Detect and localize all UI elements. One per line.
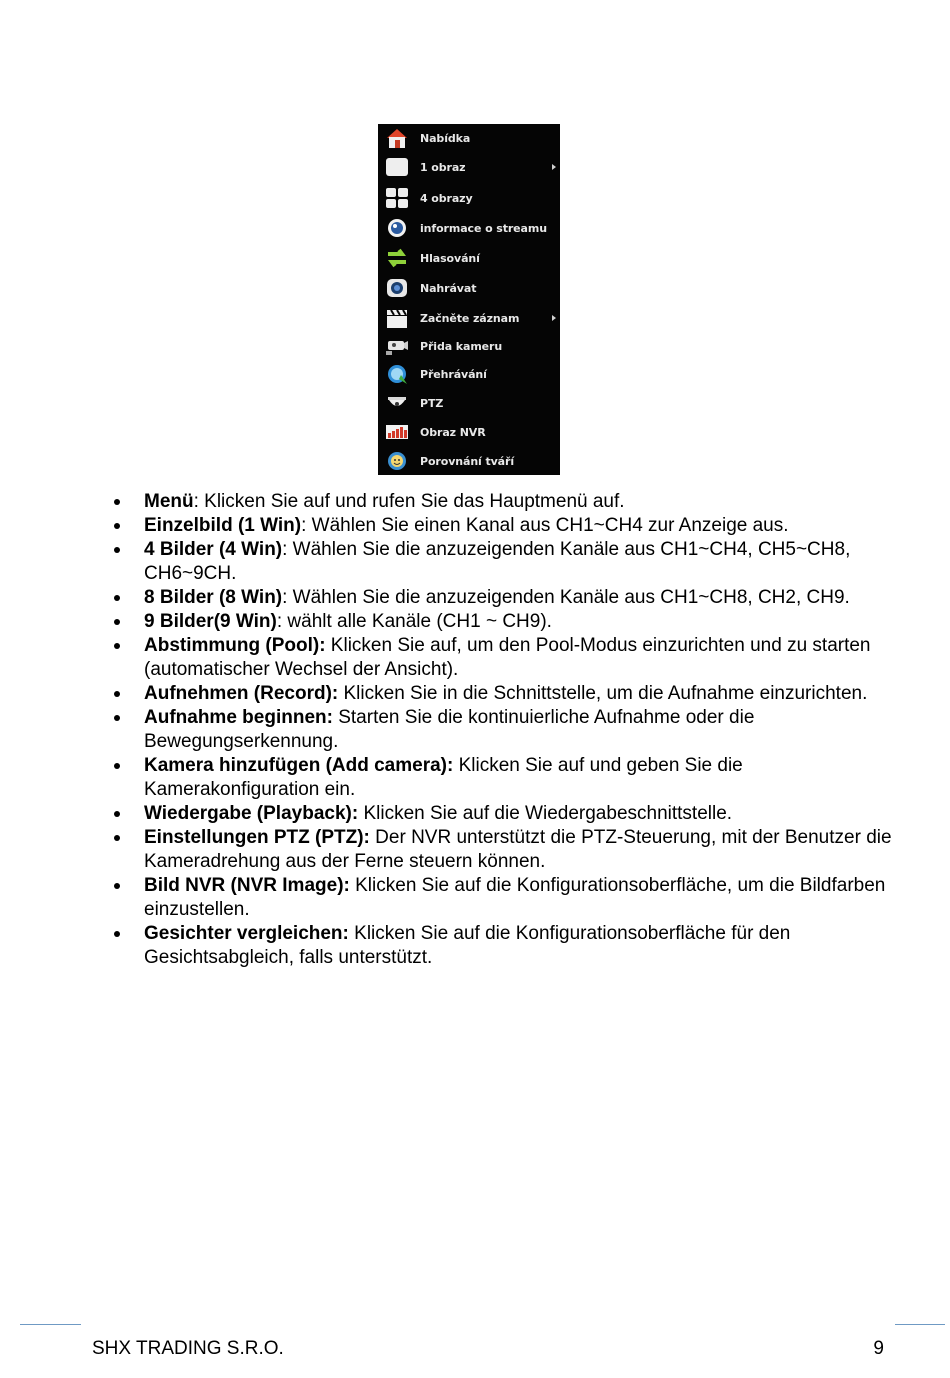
playback-icon [384, 363, 409, 385]
menu-label: Přida kameru [420, 339, 503, 353]
bullet-term: 8 Bilder (8 Win) [144, 587, 283, 608]
menu-label: Nabídka [420, 131, 471, 145]
menu-item-ptz[interactable] [378, 389, 560, 417]
record-icon [384, 277, 409, 299]
menu-item-nahravat[interactable] [378, 274, 560, 302]
bullet-text: : Wählen Sie die anzuzeigenden Kanäle aus CH1~CH4, CH5~CH8, CH6~9CH. [144, 539, 851, 584]
submenu-arrow-icon [552, 164, 556, 170]
menu-item-obraz-nvr[interactable] [378, 418, 560, 446]
menu-item-nabidka[interactable] [378, 124, 560, 152]
menu-item-1-obraz[interactable] [378, 153, 560, 181]
bullet-text: : wählt alle Kanäle (CH1 ~ CH9). [276, 611, 552, 632]
bullet-text: Klicken Sie auf und geben Sie die Kamerakonfiguration ein. [144, 755, 743, 800]
list-item [112, 538, 902, 586]
list-item [112, 754, 902, 802]
footer-company: SHX TRADING S.R.O. [92, 1338, 284, 1359]
menu-item-prida-kameru[interactable] [378, 332, 560, 360]
footer-rule-right [895, 1324, 945, 1325]
list-item [112, 586, 902, 610]
list-item [112, 634, 902, 682]
menu-label: Nahrávat [420, 281, 477, 295]
bullet-text: Klicken Sie auf die Konfigurationsoberfläche für den Gesichtsabgleich, falls unterstützt. [144, 923, 791, 968]
bullet-term: Menü [144, 491, 194, 512]
bullet-term: Einstellungen PTZ (PTZ): [144, 827, 370, 848]
menu-item-hlasovani[interactable] [378, 244, 560, 272]
menu-label: PTZ [420, 396, 444, 410]
menu-label: Přehrávání [420, 367, 487, 381]
home-icon [384, 127, 409, 149]
bullet-text: : Klicken Sie auf und rufen Sie das Hauptmenü auf. [193, 491, 625, 512]
bullet-term: 4 Bilder (4 Win) [144, 539, 283, 560]
bullet-text: Klicken Sie auf die Konfigurationsoberfläche, um die Bildfarben einzustellen. [144, 875, 886, 920]
list-item [112, 514, 902, 538]
bullet-term: Wiedergabe (Playback): [144, 803, 359, 824]
list-item [112, 802, 902, 826]
single-window-icon [384, 156, 409, 178]
nvr-menu-screenshot [378, 124, 560, 475]
bullet-term: Aufnehmen (Record): [144, 683, 339, 704]
bullet-text: Klicken Sie auf, um den Pool-Modus einzurichten und zu starten (automatischer Wechsel der Ansicht). [144, 635, 871, 680]
list-item [112, 874, 902, 922]
page-number: 9 [873, 1338, 884, 1359]
bullet-term: Abstimmung (Pool): [144, 635, 326, 656]
bullet-term: 9 Bilder(9 Win) [144, 611, 277, 632]
stream-info-icon [384, 217, 409, 239]
clapperboard-icon [384, 307, 409, 329]
bullet-text: Klicken Sie auf die Wiedergabeschnittstelle. [358, 803, 733, 824]
menu-label: 1 obraz [420, 160, 466, 174]
list-item [112, 706, 902, 754]
bullet-text: Starten Sie die kontinuierliche Aufnahme oder die Bewegungserkennung. [144, 707, 755, 752]
menu-label: Porovnání tváří [420, 454, 515, 468]
submenu-arrow-icon [552, 315, 556, 321]
menu-label: 4 obrazy [420, 191, 473, 205]
footer-rule-left [20, 1324, 81, 1325]
menu-label: Obraz NVR [420, 425, 486, 439]
menu-item-porovnani-tvari[interactable] [378, 447, 560, 475]
cycle-arrows-icon [384, 247, 409, 269]
bullet-term: Aufnahme beginnen: [144, 707, 333, 728]
list-item [112, 610, 902, 634]
menu-label: Hlasování [420, 251, 480, 265]
face-compare-icon [384, 450, 409, 472]
list-item [112, 826, 902, 874]
camera-icon [384, 335, 409, 357]
menu-label: informace o streamu [420, 221, 547, 235]
menu-item-stream-info[interactable] [378, 214, 560, 242]
ptz-dome-icon [384, 392, 409, 414]
nvr-image-icon [384, 421, 409, 443]
menu-item-zacnete-zaznam[interactable] [378, 304, 560, 332]
menu-item-prehravani[interactable] [378, 360, 560, 388]
bullet-text: Der NVR unterstützt die PTZ-Steuerung, mit der Benutzer die Kameradrehung aus der Ferne steuern können. [144, 827, 892, 872]
list-item [112, 490, 902, 514]
quad-grid-icon [384, 187, 409, 209]
bullet-text: : Wählen Sie die anzuzeigenden Kanäle aus CH1~CH8, CH2, CH9. [282, 587, 850, 608]
bullet-term: Bild NVR (NVR Image): [144, 875, 350, 896]
list-item [112, 682, 902, 706]
bullet-term: Einzelbild (1 Win) [144, 515, 302, 536]
bullet-term: Gesichter vergleichen: [144, 923, 349, 944]
bullet-text: : Wählen Sie einen Kanal aus CH1~CH4 zur Anzeige aus. [301, 515, 789, 536]
menu-item-4-obrazy[interactable] [378, 184, 560, 212]
list-item [112, 922, 902, 970]
feature-description-list [112, 490, 902, 970]
bullet-text: Klicken Sie in die Schnittstelle, um die Aufnahme einzurichten. [338, 683, 868, 704]
bullet-term: Kamera hinzufügen (Add camera): [144, 755, 454, 776]
menu-label: Začněte záznam [420, 311, 520, 325]
